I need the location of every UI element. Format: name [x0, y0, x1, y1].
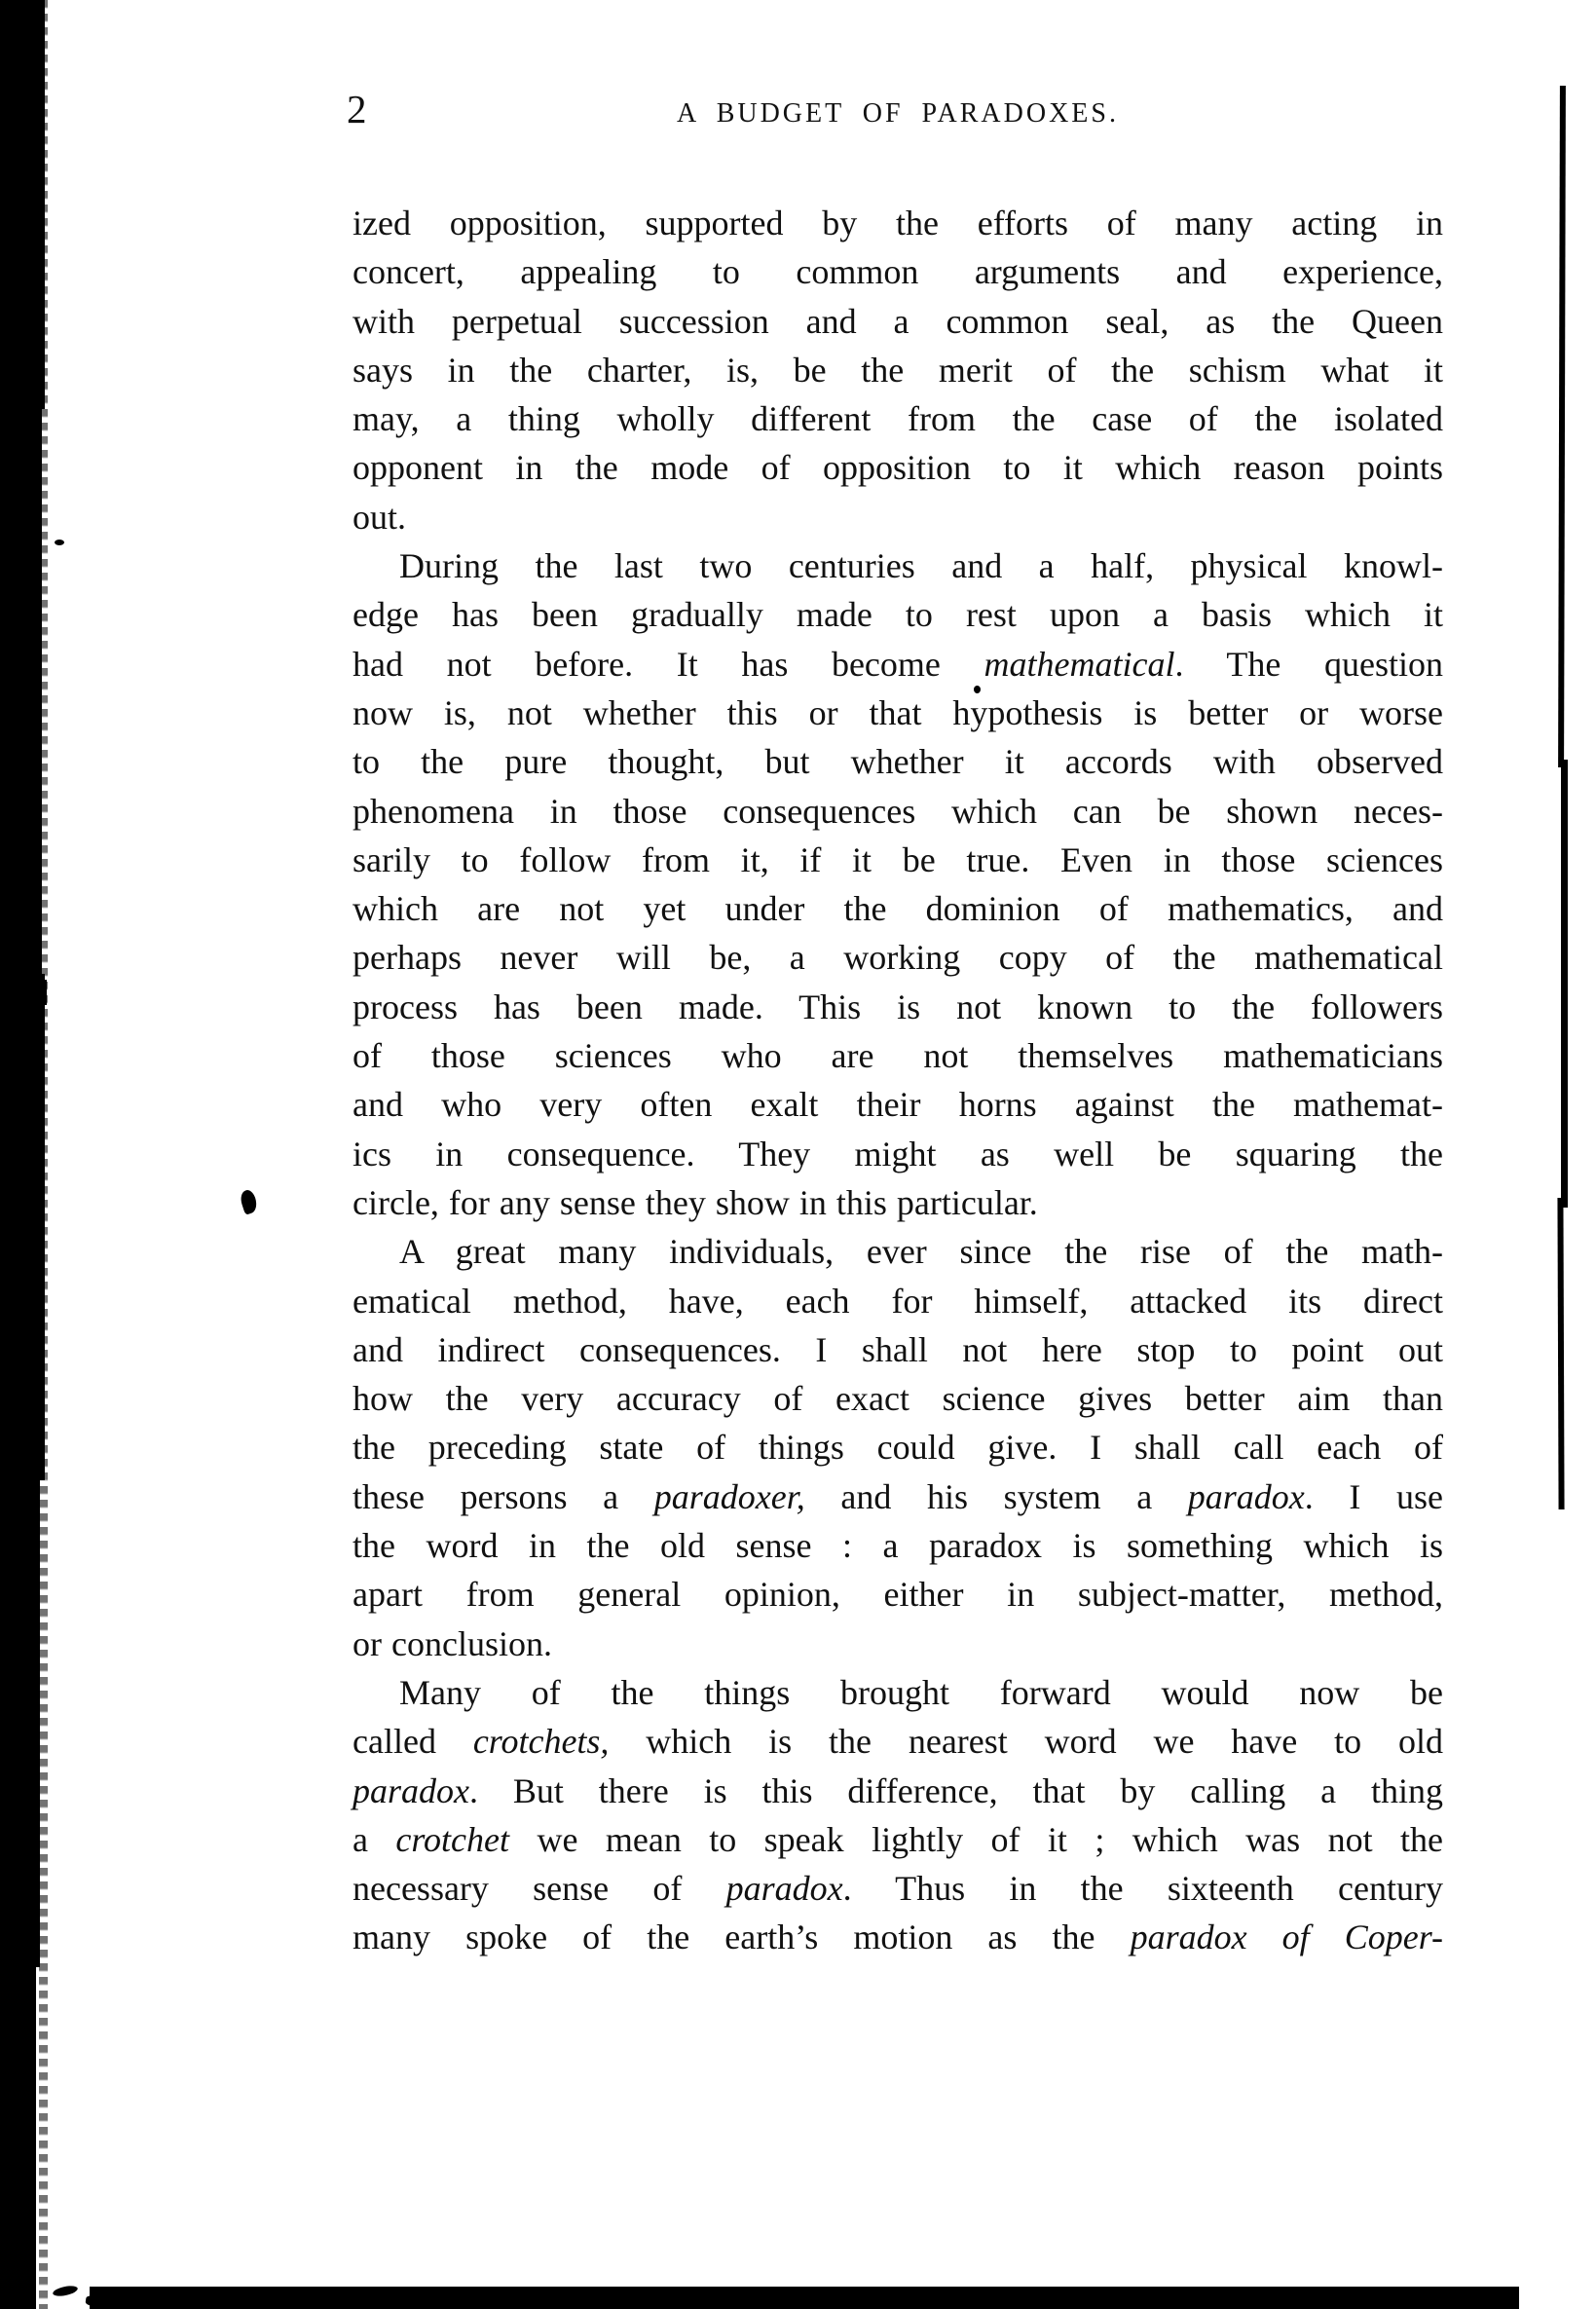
text-line: sarily to follow from it, if it be true. Even in those sciences [353, 839, 1443, 879]
scan-artifact-left-bar [0, 1461, 40, 1967]
scan-artifact-ink-tick [43, 980, 47, 1005]
text-line: During the last two centuries and a half, physical knowl- [399, 546, 1443, 586]
text-line: the word in the old sense : a paradox is something which is [353, 1526, 1443, 1566]
text-line: called crotchets, which is the nearest word we have to old [353, 1722, 1443, 1762]
text-line: or conclusion. [353, 1623, 552, 1663]
text-line: process has been made. This is not known to the followers [353, 987, 1443, 1026]
text-line: may, a thing wholly different from the case of the isolated [353, 399, 1443, 439]
text-line: now is, not whether this or that hypothesis is better or worse [353, 692, 1443, 732]
text-line: these persons a paradoxer, and his system a paradox. I use [353, 1476, 1443, 1516]
scan-artifact-left-bar [0, 1948, 36, 2309]
text-line: circle, for any sense they show in this particular. [353, 1182, 1038, 1222]
scan-artifact-ink-dot [55, 540, 64, 545]
page-number: 2 [347, 87, 367, 131]
text-line: necessary sense of paradox. Thus in the sixteenth century [353, 1869, 1443, 1909]
scan-artifact-right-line [1561, 760, 1568, 1208]
scan-artifact-bottom-bar [90, 2287, 1519, 2309]
running-header: A BUDGET OF PARADOXES. [677, 98, 1119, 129]
text-line: edge has been gradually made to rest upon a basis which it [353, 595, 1443, 635]
text-line: a crotchet we mean to speak lightly of it ; which was not the [353, 1819, 1443, 1859]
scan-artifact-right-line [1557, 1198, 1564, 1509]
text-line: ics in consequence. They might as well be squaring the [353, 1134, 1443, 1173]
text-line: which are not yet under the dominion of mathematics, and [353, 889, 1443, 929]
text-line: out. [353, 497, 407, 537]
text-line: A great many individuals, ever since the rise of the math- [399, 1232, 1443, 1272]
text-line: apart from general opinion, either in subject-matter, method, [353, 1575, 1443, 1615]
text-line: of those sciences who are not themselves mathematicians [353, 1036, 1443, 1076]
text-line: to the pure thought, but whether it accords with observed [353, 742, 1443, 782]
text-line: with perpetual succession and a common seal, as the Queen [353, 301, 1443, 341]
text-line: paradox. But there is this difference, that by calling a thing [353, 1770, 1443, 1810]
text-line: perhaps never will be, a working copy of the mathematical [353, 938, 1443, 978]
scan-artifact-left-bar [0, 390, 42, 993]
text-line: phenomena in those consequences which can be shown neces- [353, 791, 1443, 831]
body-text [353, 199, 1443, 1962]
text-line: concert, appealing to common arguments and experience, [353, 252, 1443, 292]
text-line: how the very accuracy of exact science gives better aim than [353, 1379, 1443, 1419]
scan-artifact-ragged-edge [39, 0, 48, 2309]
text-line: and who very often exalt their horns against the mathemat- [353, 1085, 1443, 1125]
text-line: ized opposition, supported by the efforts of many acting in [353, 204, 1443, 242]
text-line: ematical method, have, each for himself, attacked its direct [353, 1281, 1443, 1321]
scan-artifact-ink-blob [239, 1188, 260, 1214]
text-line: the preceding state of things could give. I shall call each of [353, 1428, 1443, 1468]
scan-artifact-scribble [52, 2284, 78, 2297]
scan-artifact-right-line [1558, 86, 1566, 767]
text-line: many spoke of the earth’s motion as the paradox of Coper- [353, 1918, 1443, 1957]
text-line: Many of the things brought forward would now be [399, 1672, 1443, 1712]
text-line: opponent in the mode of opposition to it which reason points [353, 448, 1443, 488]
text-line: and indirect consequences. I shall not here stop to point out [353, 1329, 1443, 1369]
text-line: says in the charter, is, be the merit of the schism what it [353, 350, 1443, 390]
text-line: had not before. It has become mathematical. The question [353, 644, 1443, 684]
